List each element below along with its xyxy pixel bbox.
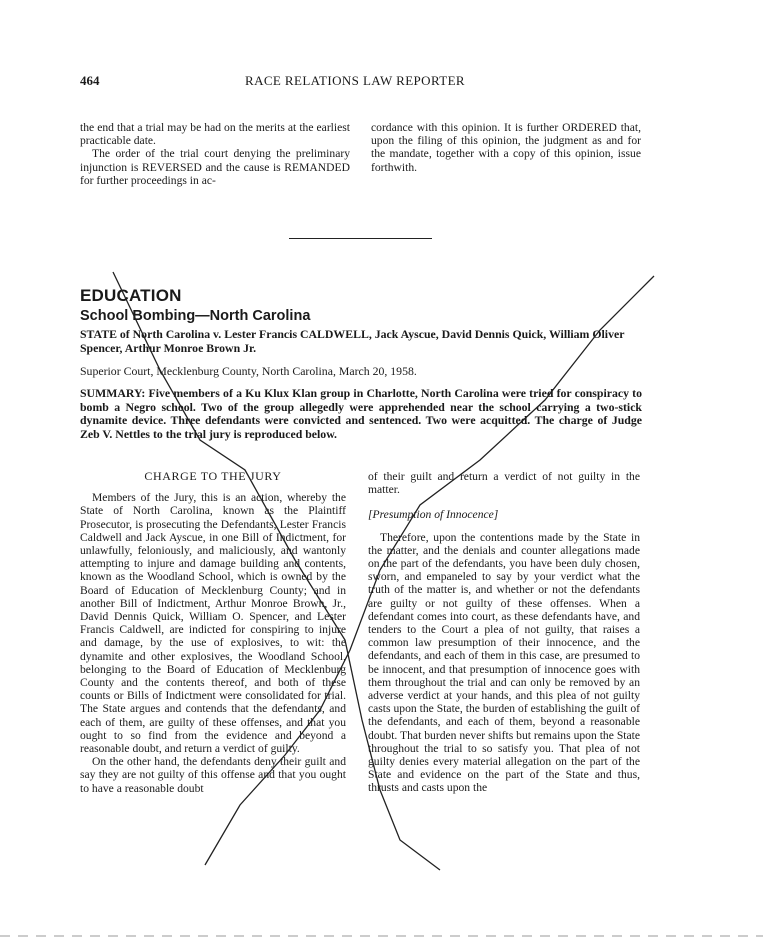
running-title: RACE RELATIONS LAW REPORTER [245, 73, 465, 88]
section-category: EDUCATION [80, 286, 182, 305]
paragraph: Members of the Jury, this is an action, whereby the State of North Carolina, known as the Plaintiff Prosecutor, is prosecuting the Defendants, Lester Francis Caldwell and Jack Ayscue, in one Bill of Indictment, for unlawfully, feloniously, and maliciously, and wantonly attempting to injure and damage building and contents, known as the Woodland School, which is owned by the Board of Education of Mecklenburg County; and in another Bill of Indictment, Arthur Monroe Brown, Jr., David Dennis Quick, William O. Spencer, and Lester Francis Caldwell, are indicted for conspiring to injure and damage, by the use of explosives, to wit: the dynamite and other explosives, the Woodland School, belonging to the Board of Education of Mecklenburg County and the contents thereof, and both of these counts or Bills of Indictment were consolidated for trial. The State argues and contends that the defendants, and each of them, are guilty of these offenses, and that you ought to so find from the evidence and beyond a reasonable doubt, and return a verdict of guilty. [80, 491, 346, 756]
paragraph: cordance with this opinion. It is further ORDERED that, upon the filing of this opinion, the judgment as and for the mandate, together with a copy of this opinion, issue forthwith. [371, 121, 641, 174]
summary-text: Five members of a Ku Klux Klan group in Charlotte, North Carolina were tried for conspiracy to bomb a Negro school. Two of the group allegedly were apprehended near the school carrying a two-stick dynamite device. Three defendants were convicted and sentenced. Two were acquitted. The charge of Judge Zeb V. Nettles to the trial jury is reproduced below. [80, 386, 643, 441]
court-line: Superior Court, Mecklenburg County, North Carolina, March 20, 1958. [80, 364, 417, 378]
section-subcategory: School Bombing—North Carolina [80, 308, 311, 324]
paragraph: On the other hand, the defendants deny their guilt and say they are not guilty of this offense and that you ought to have a reasonable doubt [80, 755, 346, 795]
case-summary [80, 387, 642, 441]
paragraph: the end that a trial may be had on the merits at the earliest practicable date. [80, 121, 350, 148]
page-number: 464 [80, 73, 100, 88]
page-header [80, 73, 640, 93]
section-divider [289, 238, 432, 239]
body-left-column [80, 470, 346, 795]
paragraph: of their guilt and return a verdict of not guilty in the matter. [368, 470, 640, 497]
paragraph: Therefore, upon the contentions made by the State in the matter, and the denials and counter allegations made on the part of the defendants, you have been duly chosen, sworn, and empaneled to say by your verdict what the truth of the matter is, and whether or not the defendants are guilty or not guilty of these offenses. When a defendant comes into court, as these defendants have, and tenders to the Court a plea of not guilty, that raises a common law presumption of their innocence, and the defendants, and each of them in this case, are presumed to be innocent, and that presumption of innocence goes with them throughout the trial and can only be removed by an adverse verdict at your hands, and this plea of not guilty casts upon the State, the burden of establishing the guilt of the defendants, and each of them, beyond a reasonable doubt. That burden never shifts but remains upon the State throughout the trial to so satisfy you. That plea of not guilty denies every material allegation on the part of the State and evidence on the part of the State and thus, thrusts and casts upon the [368, 530, 640, 795]
summary-label: SUMMARY: [80, 386, 146, 400]
paragraph: The order of the trial court denying the preliminary injunction is REVERSED and the cause is REMANDED for further proceedings in ac- [80, 147, 350, 187]
case-caption: STATE of North Carolina v. Lester Francis CALDWELL, Jack Ayscue, David Dennis Quick, William Oliver Spencer, Arthur Monroe Brown Jr. [80, 327, 625, 355]
bottom-edge-marks [0, 930, 763, 942]
charge-heading: CHARGE TO THE JURY [144, 469, 282, 483]
section-heading [80, 286, 650, 325]
top-right-column [371, 121, 641, 174]
top-left-column [80, 121, 350, 187]
subheading: [Presumption of Innocence] [368, 508, 499, 522]
body-right-column [368, 470, 640, 795]
